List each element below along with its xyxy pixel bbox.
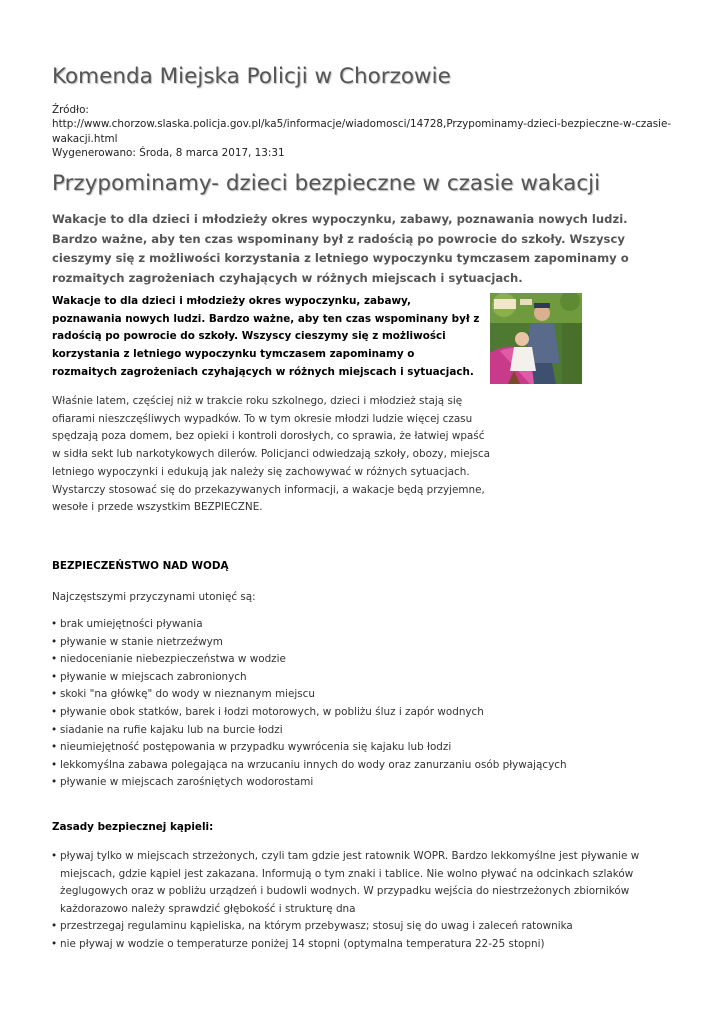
list-item: • pływanie w miejscach zabronionych	[52, 669, 672, 687]
list-item: • siadanie na rufie kajaku lub na burcie łodzi	[52, 722, 672, 740]
source-label: Źródło:	[52, 104, 89, 116]
list-item: • pływaj tylko w miejscach strzeżonych, czyli tam gdzie jest ratownik WOPR. Bardzo lekkomyślne jest pływanie w miejscach, gdzie kąpiel jest zakazana. Informują o tym znaki i tablice. Nie wolno pływać na odcinkach szlaków żeglugowych oraz w pobliżu urządzeń i budowli wodnych. W przypadku wejścia do niestrzeżonych zbiorników każdorazowo należy sprawdzić głębokość i strukturę dna	[52, 848, 672, 918]
source-meta	[52, 103, 672, 161]
list-item: • skoki "na główkę" do wody w nieznanym miejscu	[52, 686, 672, 704]
safe-bathing-heading: Zasady bezpiecznej kąpieli:	[52, 821, 214, 833]
list-item: • nie pływaj w wodzie o temperaturze poniżej 14 stopni (optymalna temperatura 22-25 stopni)	[52, 936, 672, 954]
list-item: • przestrzegaj regulaminu kąpieliska, na którym przebywasz; stosuj się do uwag i zaleceń ratownika	[52, 918, 672, 936]
list-item: • pływanie obok statków, barek i łodzi motorowych, w pobliżu śluz i zapór wodnych	[52, 704, 672, 722]
site-title: Komenda Miejska Policji w Chorzowie	[52, 64, 451, 89]
article-intro-bold: Wakacje to dla dzieci i młodzieży okres wypoczynku, zabawy, poznawania nowych ludzi. Bardzo ważne, aby ten czas wspominany był z radością po powrocie do szkoły. Wszyscy cieszymy się z możliwości korzystania z letniego wypoczynku tymczasem zapominamy o rozmaitych zagrożeniach czyhających w różnych miejscach i sytuacjach.	[52, 295, 480, 378]
list-item: • nieumiejętność postępowania w przypadku wywrócenia się kajaku lub łodzi	[52, 739, 672, 757]
generated-date: Wygenerowano: Środa, 8 marca 2017, 13:31	[52, 147, 285, 160]
list-item: • lekkomyślna zabawa polegająca na wrzucaniu innych do wody oraz zanurzaniu osób pływających	[52, 757, 672, 775]
article-title: Przypominamy- dzieci bezpieczne w czasie wakacji	[52, 171, 601, 196]
list-item: • pływanie w stanie nietrzeźwym	[52, 634, 672, 652]
source-url[interactable]: http://www.chorzow.slaska.policja.gov.pl/ka5/informacje/wiadomosci/14728,Przypominamy-dzieci-bezpieczne-w-czasie-wakacji.html	[52, 118, 672, 145]
safe-bathing-list	[52, 848, 672, 954]
drowning-causes-intro: Najczęstszymi przyczynami utonięć są:	[52, 591, 256, 603]
water-safety-heading: BEZPIECZEŃSTWO NAD WODĄ	[52, 560, 229, 572]
article-photo	[490, 293, 582, 384]
list-item: • brak umiejętności pływania	[52, 616, 672, 634]
police-child-slide-image	[490, 293, 582, 384]
list-item: • niedocenianie niebezpieczeństwa w wodzie	[52, 651, 672, 669]
article-lead: Wakacje to dla dzieci i młodzieży okres wypoczynku, zabawy, poznawania nowych ludzi. Bardzo ważne, aby ten czas wspominany był z radością po powrocie do szkoły. Wszyscy cieszymy się z możliwości korzystania z letniego wypoczynku tymczasem zapominamy o rozmaitych zagrożeniach czyhających w różnych miejscach i sytuacjach.	[52, 212, 629, 285]
list-item: • pływanie w miejscach zarośniętych wodorostami	[52, 774, 672, 792]
article-body: Właśnie latem, częściej niż w trakcie roku szkolnego, dzieci i młodzież stają się ofiarami nieszczęśliwych wypadków. To w tym okresie młodzi ludzie więcej czasu spędzają poza domem, bez opieki i kontroli dorosłych, co sprawia, że łatwiej wpaść w sidła sekt lub narkotykowych dilerów. Policjanci odwiedzają szkoły, obozy, miejsca letniego wypoczynki i edukują jak należy się zachowywać w różnych sytuacjach. Wystarczy stosować się do przekazywanych informacji, a wakacje będą przyjemne, wesołe i przede wszystkim BEZPIECZNE.	[52, 395, 490, 514]
drowning-causes-list	[52, 616, 672, 792]
